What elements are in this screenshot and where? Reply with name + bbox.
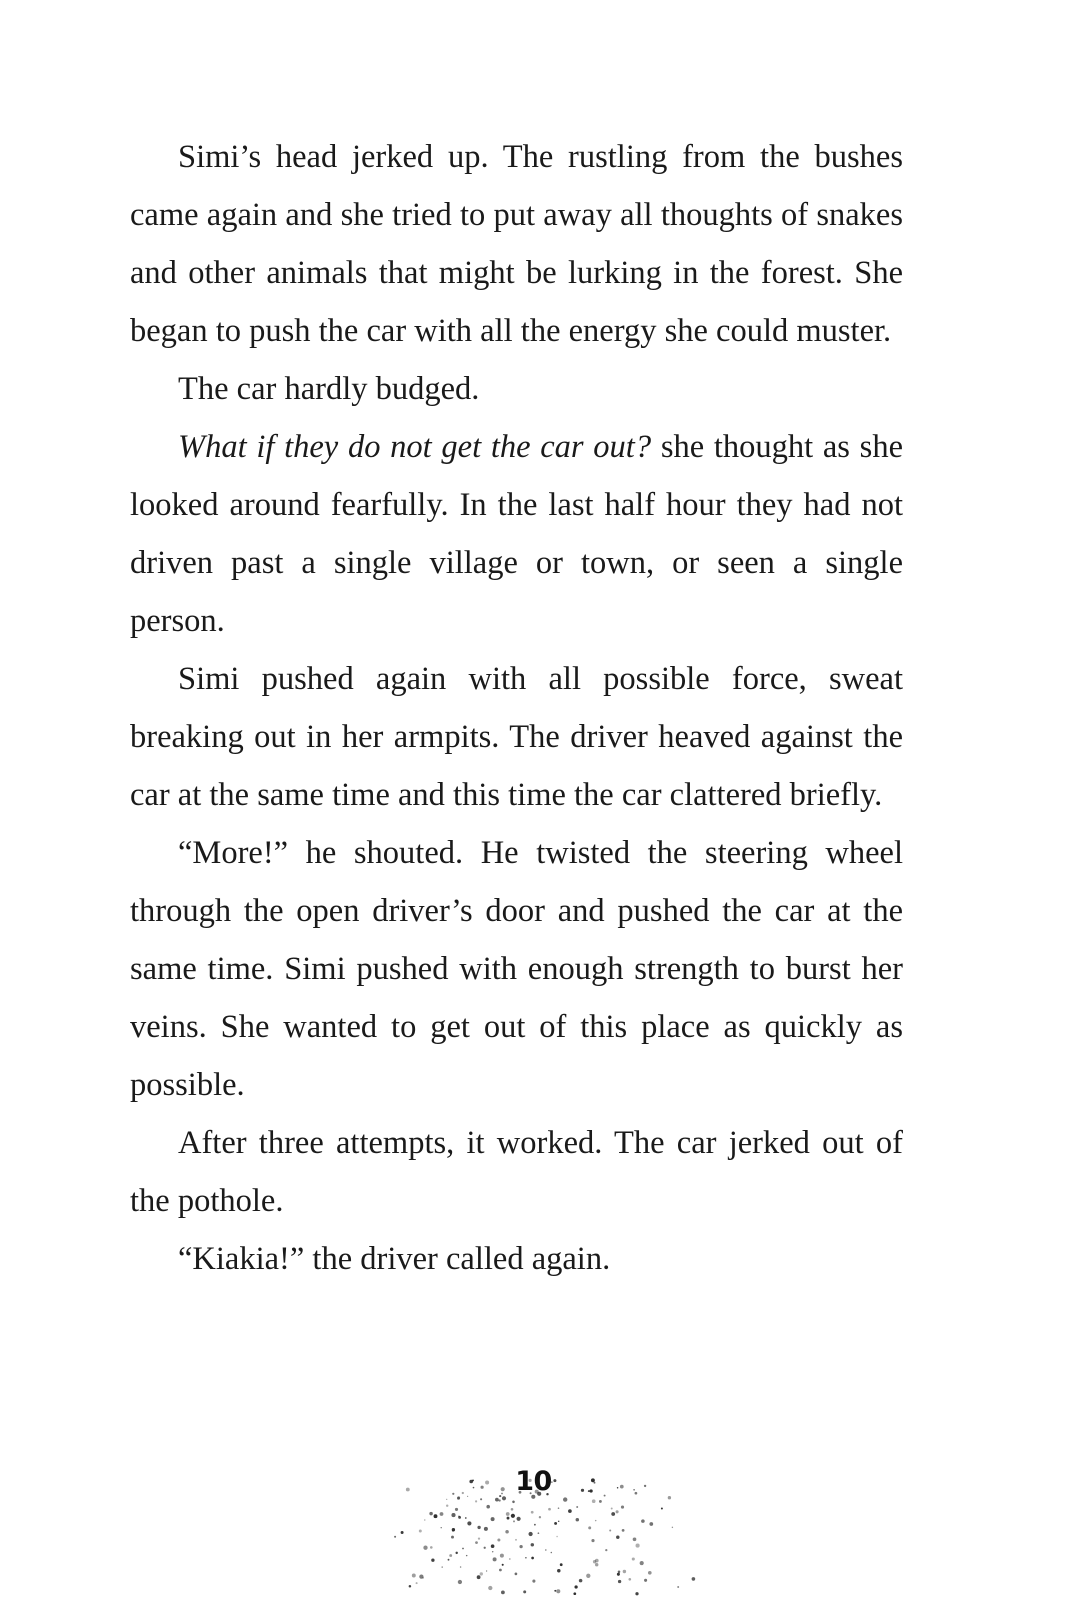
speckle-dot bbox=[424, 1519, 425, 1520]
speckle-dot bbox=[419, 1574, 423, 1578]
speckle-dot bbox=[409, 1585, 412, 1588]
speckle-dot bbox=[568, 1509, 572, 1513]
speckle-dot bbox=[649, 1522, 653, 1526]
speckle-dot bbox=[493, 1557, 497, 1561]
speckle-dot bbox=[531, 1557, 534, 1560]
speckle-dot bbox=[692, 1577, 696, 1581]
speckle-dot bbox=[484, 1547, 486, 1549]
paragraph bbox=[130, 128, 903, 360]
speckle-dot bbox=[448, 1559, 450, 1561]
speckle-dot bbox=[593, 1560, 596, 1563]
speckle-dot bbox=[431, 1559, 434, 1562]
speckle-dot bbox=[455, 1508, 458, 1511]
speckle-dot bbox=[477, 1575, 481, 1579]
speckle-dot bbox=[551, 1552, 553, 1554]
speckle-dot bbox=[588, 1526, 591, 1529]
speckle-dot bbox=[623, 1570, 626, 1573]
speckle-dot bbox=[517, 1517, 521, 1521]
speckle-dot bbox=[640, 1561, 644, 1565]
speckle-dot bbox=[449, 1554, 452, 1557]
speckle-dot bbox=[576, 1518, 579, 1521]
speckle-dot bbox=[556, 1589, 560, 1593]
speckle-dot bbox=[511, 1514, 515, 1518]
speckle-dot bbox=[502, 1564, 504, 1566]
speckle-dot bbox=[611, 1508, 613, 1510]
speckle-dot bbox=[430, 1546, 433, 1549]
speckle-dot bbox=[466, 1555, 467, 1556]
speckle-dot bbox=[592, 1499, 596, 1503]
speckle-dot bbox=[635, 1592, 638, 1595]
paragraph bbox=[130, 360, 903, 418]
speckle-dot bbox=[492, 1551, 493, 1552]
speckle-dot bbox=[554, 1522, 557, 1525]
speckle-dot bbox=[672, 1527, 673, 1528]
speckle-dot bbox=[507, 1517, 510, 1520]
speckle-dot bbox=[595, 1563, 598, 1566]
speckle-dot bbox=[486, 1570, 487, 1571]
speckle-dot bbox=[515, 1539, 517, 1541]
speckle-dot bbox=[525, 1557, 527, 1559]
speckle-dot bbox=[451, 1513, 455, 1517]
speckle-dot bbox=[534, 1524, 536, 1526]
speckle-dot bbox=[558, 1521, 559, 1522]
speckle-dot bbox=[641, 1519, 645, 1523]
speckle-dot bbox=[501, 1591, 505, 1595]
speckle-dot bbox=[465, 1517, 467, 1519]
speckle-dot bbox=[478, 1537, 480, 1539]
speckle-dot bbox=[554, 1590, 556, 1592]
speckle-dot bbox=[563, 1497, 567, 1501]
speckle-dot bbox=[434, 1514, 438, 1518]
speckle-dot bbox=[560, 1563, 563, 1566]
speckle-dot bbox=[556, 1536, 558, 1538]
speckle-dot bbox=[548, 1508, 551, 1511]
speckle-dot bbox=[499, 1569, 502, 1572]
speckle-dot bbox=[486, 1505, 490, 1509]
speckle-dot bbox=[480, 1572, 483, 1575]
speckle-dot bbox=[513, 1520, 515, 1522]
speckle-dot bbox=[519, 1545, 522, 1548]
speckle-dot bbox=[451, 1536, 454, 1539]
speckle-dot bbox=[531, 1543, 534, 1546]
speckle-dot bbox=[618, 1571, 621, 1574]
speckle-dot bbox=[636, 1544, 640, 1548]
paragraph-text: “More!” he shouted. He twisted the steering wheel through the open driver’s door and pushed the car at the same time. Simi pushed with enough strength to burst her veins. She wanted to get out of this place as quickly as possible. bbox=[130, 835, 903, 1103]
speckle-dot bbox=[579, 1579, 583, 1583]
speckle-dot bbox=[574, 1585, 577, 1588]
paragraph-text: The car hardly budged. bbox=[178, 371, 480, 407]
speckle-dot bbox=[609, 1529, 611, 1531]
speckle-dot bbox=[458, 1516, 461, 1519]
paragraph-text: Simi pushed again with all possible force, sweat breaking out in her armpits. The driver heaved against the car at the same time and this time the car clattered briefly. bbox=[130, 661, 903, 813]
paragraph bbox=[130, 1230, 903, 1288]
speckle-dot bbox=[573, 1592, 576, 1595]
speckle-dot bbox=[528, 1532, 532, 1536]
speckle-dot bbox=[539, 1516, 541, 1518]
speckle-dot bbox=[484, 1527, 488, 1531]
speckle-dot bbox=[617, 1573, 620, 1576]
page-number: 10 bbox=[515, 1466, 552, 1497]
speckle-dot bbox=[475, 1541, 478, 1544]
speckle-dot bbox=[622, 1529, 625, 1532]
speckle-dot bbox=[458, 1580, 462, 1584]
speckle-dot bbox=[488, 1586, 492, 1590]
italic-thought-text: What if they do not get the car out? bbox=[178, 429, 652, 465]
speckle-dot bbox=[611, 1512, 615, 1516]
speckle-dot bbox=[605, 1549, 607, 1551]
paragraph bbox=[130, 418, 903, 650]
speckle-dot bbox=[632, 1557, 635, 1560]
speckle-dot bbox=[506, 1512, 510, 1516]
speckle-dot bbox=[498, 1499, 500, 1501]
speckle-dot bbox=[440, 1512, 444, 1516]
page-body bbox=[130, 128, 903, 1288]
speckle-dot bbox=[661, 1508, 663, 1510]
speckle-dot bbox=[523, 1590, 526, 1593]
speckle-dot bbox=[511, 1508, 514, 1511]
speckle-dot bbox=[545, 1549, 547, 1551]
speckle-dot bbox=[412, 1574, 416, 1578]
speckle-dot bbox=[599, 1500, 602, 1503]
speckle-dot bbox=[495, 1498, 499, 1502]
speckle-dot bbox=[509, 1558, 511, 1560]
speckle-dot bbox=[491, 1517, 495, 1521]
speckle-dot bbox=[446, 1499, 447, 1500]
paragraph bbox=[130, 650, 903, 824]
speckle-dot bbox=[616, 1510, 619, 1513]
speckle-dot bbox=[446, 1504, 448, 1506]
speckle-dot bbox=[455, 1552, 457, 1554]
speckle-dot bbox=[633, 1537, 637, 1541]
speckle-dot bbox=[467, 1521, 471, 1525]
speckle-dot bbox=[452, 1530, 454, 1532]
speckle-dot bbox=[491, 1544, 495, 1548]
speckle-dot bbox=[441, 1566, 442, 1567]
speckle-dot bbox=[648, 1571, 652, 1575]
speckle-dot bbox=[531, 1511, 534, 1514]
paragraph-text: Simi’s head jerked up. The rustling from the bushes came again and she tried to put away all thoughts of snakes and other animals that might be lurking in the forest. She began to push the car with all the energy she could muster. bbox=[130, 139, 903, 349]
speckle-dot bbox=[423, 1546, 427, 1550]
speckle-dot bbox=[460, 1566, 462, 1568]
speckle-dot bbox=[394, 1536, 396, 1538]
speckle-dot bbox=[558, 1507, 560, 1509]
speckle-dot bbox=[595, 1520, 596, 1521]
speckle-dot bbox=[628, 1578, 631, 1581]
speckle-dot bbox=[419, 1530, 422, 1533]
speckle-dot bbox=[416, 1582, 418, 1584]
speckle-dot bbox=[477, 1526, 480, 1529]
speckle-dot bbox=[591, 1539, 594, 1542]
speckle-dot bbox=[401, 1531, 404, 1534]
speckle-dot bbox=[512, 1501, 515, 1504]
speckle-dot bbox=[462, 1548, 464, 1550]
speckle-dot bbox=[480, 1498, 482, 1500]
speckle-dot bbox=[538, 1532, 540, 1534]
speckle-dot bbox=[616, 1535, 619, 1538]
speckle-dot bbox=[500, 1554, 504, 1558]
decorative-speckle-ornament bbox=[0, 1440, 1067, 1600]
speckle-dot bbox=[441, 1527, 442, 1528]
paragraph-text: “Kiakia!” the driver called again. bbox=[178, 1241, 611, 1277]
speckle-dot bbox=[576, 1506, 578, 1508]
speckle-dot bbox=[497, 1538, 500, 1541]
paragraph bbox=[130, 1114, 903, 1230]
speckle-dot bbox=[586, 1574, 590, 1578]
speckle-dot bbox=[677, 1586, 679, 1588]
speckle-dot bbox=[429, 1512, 432, 1515]
paragraph-text: she thought as she looked around fearfully. In the last half hour they had not driven past a single village or town, or seen a single person. bbox=[130, 429, 903, 639]
speckle-dot bbox=[515, 1573, 518, 1576]
speckle-dot bbox=[475, 1500, 477, 1502]
speckle-dot bbox=[557, 1569, 560, 1572]
speckle-dot bbox=[644, 1579, 647, 1582]
speckle-dot bbox=[505, 1530, 509, 1534]
paragraph-text: After three attempts, it worked. The car jerked out of the pothole. bbox=[130, 1125, 903, 1219]
speckle-dot bbox=[532, 1580, 535, 1583]
speckle-dot bbox=[618, 1580, 621, 1583]
speckle-dot bbox=[621, 1506, 624, 1509]
paragraph bbox=[130, 824, 903, 1114]
